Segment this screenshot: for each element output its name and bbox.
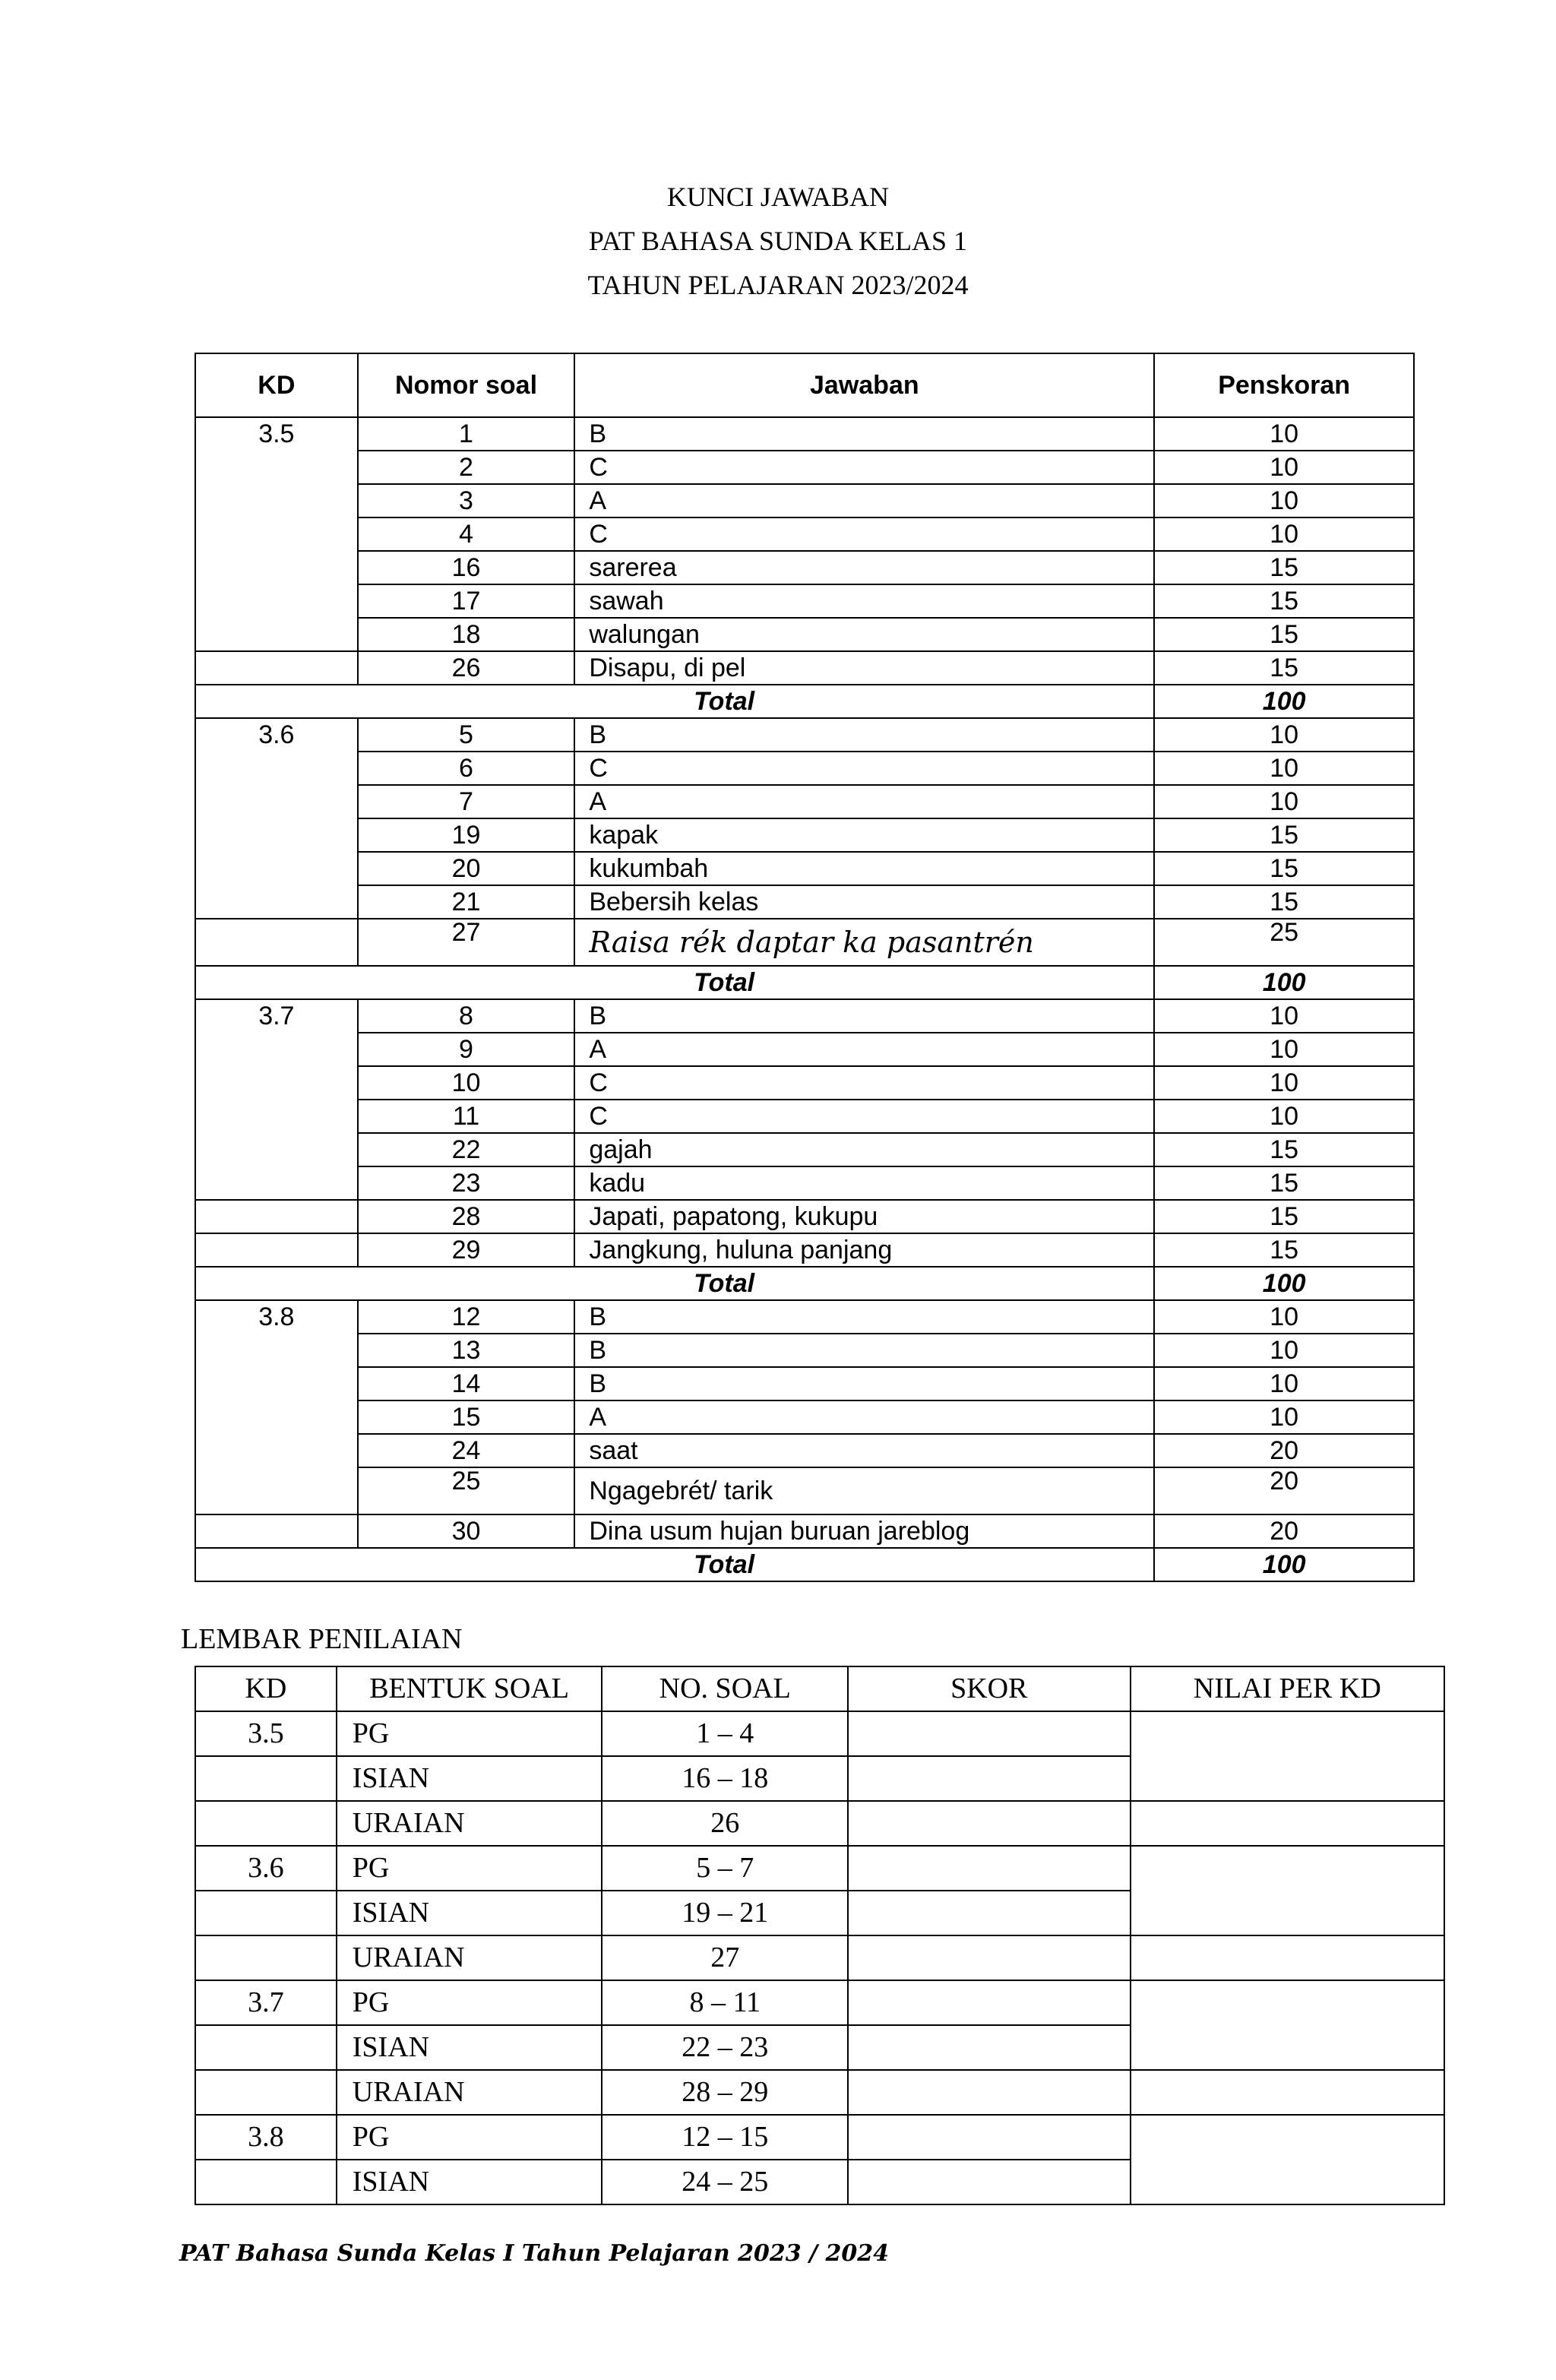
- kd-cell: [195, 1935, 337, 1980]
- question-range: 28 – 29: [602, 2070, 848, 2115]
- score-field[interactable]: [848, 1756, 1131, 1801]
- column-header-no-soal: NO. SOAL: [602, 1666, 848, 1711]
- total-value: 100: [1154, 1267, 1414, 1300]
- score: 10: [1154, 1100, 1414, 1133]
- question-range: 22 – 23: [602, 2025, 848, 2070]
- question-number: 22: [358, 1133, 575, 1166]
- score: 15: [1154, 852, 1414, 885]
- score-field[interactable]: [848, 2160, 1131, 2204]
- question-number: 23: [358, 1166, 575, 1200]
- answer: B: [574, 417, 1154, 451]
- answer: C: [574, 517, 1154, 551]
- answer: Japati, papatong, kukupu: [574, 1200, 1154, 1233]
- empty-kd-cell: [195, 1200, 358, 1233]
- question-number: 20: [358, 852, 575, 885]
- answer: kapak: [574, 818, 1154, 852]
- question-number: 8: [358, 999, 575, 1033]
- table-row: [195, 651, 1414, 685]
- score: 10: [1154, 1033, 1414, 1066]
- answer: kukumbah: [574, 852, 1154, 885]
- score: 15: [1154, 885, 1414, 919]
- assessment-table: [194, 1666, 1445, 2205]
- score: 20: [1154, 1467, 1414, 1514]
- table-row: [195, 885, 1414, 919]
- score: 10: [1154, 1334, 1414, 1367]
- table-row: [195, 551, 1414, 584]
- answer: C: [574, 1066, 1154, 1100]
- question-range: 12 – 15: [602, 2115, 848, 2160]
- score: 10: [1154, 417, 1414, 451]
- score-field[interactable]: [848, 1801, 1131, 1846]
- question-number: 15: [358, 1400, 575, 1434]
- kd-cell: [195, 1756, 337, 1801]
- question-number: 2: [358, 451, 575, 484]
- table-row: [195, 1033, 1414, 1066]
- answer-key-header-row: [195, 353, 1414, 417]
- table-row: [195, 852, 1414, 885]
- kd-cell: 3.6: [195, 718, 358, 919]
- answer: B: [574, 718, 1154, 752]
- column-header-jawaban: Jawaban: [574, 353, 1154, 417]
- kd-grade-field[interactable]: [1131, 2115, 1444, 2204]
- table-row: [195, 584, 1414, 618]
- answer: walungan: [574, 618, 1154, 651]
- kd-cell: [195, 2070, 337, 2115]
- score: 15: [1154, 1133, 1414, 1166]
- question-number: 3: [358, 484, 575, 517]
- answer: Disapu, di pel: [574, 651, 1154, 685]
- title-line-3: TAHUN PELAJARAN 2023/2024: [587, 270, 969, 300]
- question-number: 24: [358, 1434, 575, 1467]
- question-number: 17: [358, 584, 575, 618]
- total-value: 100: [1154, 1548, 1414, 1581]
- empty-kd-cell: [195, 651, 358, 685]
- score-field[interactable]: [848, 1980, 1131, 2025]
- answer: A: [574, 785, 1154, 818]
- question-form: ISIAN: [337, 1756, 602, 1801]
- question-form: PG: [337, 2115, 602, 2160]
- question-number: 21: [358, 885, 575, 919]
- table-row: [195, 919, 1414, 966]
- title-line-1: KUNCI JAWABAN: [666, 182, 890, 212]
- table-row: [195, 1200, 1414, 1233]
- title-line-2: PAT BAHASA SUNDA KELAS 1: [588, 226, 968, 256]
- question-range: 5 – 7: [602, 1846, 848, 1891]
- table-row: [195, 1935, 1444, 1980]
- score-field[interactable]: [848, 1891, 1131, 1935]
- score: 15: [1154, 651, 1414, 685]
- table-row: [195, 1233, 1414, 1267]
- total-value: 100: [1154, 685, 1414, 718]
- answer: Raisa rék daptar ka pasantrén: [574, 919, 1154, 966]
- empty-kd-cell: [195, 919, 358, 966]
- question-form: URAIAN: [337, 1801, 602, 1846]
- question-number: 18: [358, 618, 575, 651]
- answer: sarerea: [574, 551, 1154, 584]
- answer: Dina usum hujan buruan jareblog: [574, 1514, 1154, 1548]
- answer: C: [574, 752, 1154, 785]
- question-range: 16 – 18: [602, 1756, 848, 1801]
- answer: A: [574, 1033, 1154, 1066]
- score: 15: [1154, 1166, 1414, 1200]
- table-row: [195, 1846, 1444, 1891]
- answer-key-table: [194, 353, 1415, 1582]
- kd-cell: 3.5: [195, 417, 358, 651]
- table-row: [195, 718, 1414, 752]
- table-row: [195, 1367, 1414, 1400]
- table-row: [195, 1133, 1414, 1166]
- question-form: ISIAN: [337, 1891, 602, 1935]
- total-label: Total: [195, 1267, 1154, 1300]
- table-row: [195, 1100, 1414, 1133]
- score: 10: [1154, 1066, 1414, 1100]
- table-row: [195, 2115, 1444, 2160]
- score-field[interactable]: [848, 1935, 1131, 1980]
- kd-grade-field[interactable]: [1131, 2070, 1444, 2115]
- question-number: 30: [358, 1514, 575, 1548]
- score: 20: [1154, 1514, 1414, 1548]
- answer: B: [574, 1367, 1154, 1400]
- question-form: ISIAN: [337, 2025, 602, 2070]
- total-label: Total: [195, 685, 1154, 718]
- score: 10: [1154, 999, 1414, 1033]
- question-number: 12: [358, 1300, 575, 1334]
- kd-cell: 3.6: [195, 1846, 337, 1891]
- question-range: 27: [602, 1935, 848, 1980]
- question-number: 5: [358, 718, 575, 752]
- score: 15: [1154, 818, 1414, 852]
- score-field[interactable]: [848, 1711, 1131, 1756]
- total-label: Total: [195, 966, 1154, 999]
- question-form: PG: [337, 1846, 602, 1891]
- answer: A: [574, 1400, 1154, 1434]
- kd-grade-field[interactable]: [1131, 1980, 1444, 2070]
- assessment-header-row: [195, 1666, 1444, 1711]
- answer: sawah: [574, 584, 1154, 618]
- score: 10: [1154, 1300, 1414, 1334]
- table-row: [195, 618, 1414, 651]
- score: 10: [1154, 451, 1414, 484]
- question-number: 16: [358, 551, 575, 584]
- answer: Ngagebrét/ tarik: [574, 1467, 1154, 1514]
- answer: B: [574, 1334, 1154, 1367]
- score: 20: [1154, 1434, 1414, 1467]
- score: 10: [1154, 785, 1414, 818]
- score: 15: [1154, 584, 1414, 618]
- answer: B: [574, 1300, 1154, 1334]
- score: 10: [1154, 484, 1414, 517]
- score: 15: [1154, 551, 1414, 584]
- column-header-skor: SKOR: [848, 1666, 1131, 1711]
- assessment-title: LEMBAR PENILAIAN: [181, 1623, 463, 1655]
- table-row: [195, 1980, 1444, 2025]
- question-number: 27: [358, 919, 575, 966]
- question-number: 13: [358, 1334, 575, 1367]
- kd-cell: [195, 2025, 337, 2070]
- score: 25: [1154, 919, 1414, 966]
- kd-cell: [195, 1891, 337, 1935]
- answer: saat: [574, 1434, 1154, 1467]
- column-header-kd: KD: [195, 353, 358, 417]
- question-form: ISIAN: [337, 2160, 602, 2204]
- total-row: [195, 1267, 1414, 1300]
- table-row: [195, 1514, 1414, 1548]
- score: 15: [1154, 618, 1414, 651]
- score: 10: [1154, 517, 1414, 551]
- table-row: [195, 2070, 1444, 2115]
- total-row: [195, 966, 1414, 999]
- question-range: 24 – 25: [602, 2160, 848, 2204]
- table-row: [195, 1334, 1414, 1367]
- table-row: [195, 1400, 1414, 1434]
- question-number: 10: [358, 1066, 575, 1100]
- total-value: 100: [1154, 966, 1414, 999]
- answer: B: [574, 999, 1154, 1033]
- question-form: PG: [337, 1711, 602, 1756]
- kd-cell: 3.7: [195, 999, 358, 1200]
- question-range: 8 – 11: [602, 1980, 848, 2025]
- column-header-kd: KD: [195, 1666, 337, 1711]
- table-row: [195, 1166, 1414, 1200]
- table-row: [195, 517, 1414, 551]
- question-number: 28: [358, 1200, 575, 1233]
- answer: A: [574, 484, 1154, 517]
- column-header-nilai-per-kd: NILAI PER KD: [1131, 1666, 1444, 1711]
- kd-cell: [195, 1801, 337, 1846]
- table-row: [195, 999, 1414, 1033]
- table-row: [195, 1467, 1414, 1514]
- kd-grade-field[interactable]: [1131, 1711, 1444, 1801]
- question-number: 1: [358, 417, 575, 451]
- table-row: [195, 484, 1414, 517]
- score-field[interactable]: [848, 2025, 1131, 2070]
- table-row: [195, 1434, 1414, 1467]
- question-form: URAIAN: [337, 1935, 602, 1980]
- kd-cell: 3.7: [195, 1980, 337, 2025]
- table-row: [195, 1066, 1414, 1100]
- question-range: 26: [602, 1801, 848, 1846]
- column-header-nomor-soal: Nomor soal: [358, 353, 575, 417]
- kd-cell: [195, 2160, 337, 2204]
- score: 10: [1154, 718, 1414, 752]
- table-row: [195, 818, 1414, 852]
- kd-grade-field[interactable]: [1131, 1846, 1444, 1935]
- score: 10: [1154, 1400, 1414, 1434]
- answer: kadu: [574, 1166, 1154, 1200]
- table-row: [195, 1300, 1414, 1334]
- score: 10: [1154, 1367, 1414, 1400]
- column-header-bentuk-soal: BENTUK SOAL: [337, 1666, 602, 1711]
- question-number: 14: [358, 1367, 575, 1400]
- answer: Bebersih kelas: [574, 885, 1154, 919]
- table-row: [195, 417, 1414, 451]
- answer: gajah: [574, 1133, 1154, 1166]
- total-row: [195, 685, 1414, 718]
- question-number: 6: [358, 752, 575, 785]
- table-row: [195, 1801, 1444, 1846]
- kd-grade-field[interactable]: [1131, 1801, 1444, 1846]
- table-row: [195, 752, 1414, 785]
- total-label: Total: [195, 1548, 1154, 1581]
- question-range: 19 – 21: [602, 1891, 848, 1935]
- score-field[interactable]: [848, 2070, 1131, 2115]
- total-row: [195, 1548, 1414, 1581]
- score: 15: [1154, 1233, 1414, 1267]
- table-row: [195, 785, 1414, 818]
- score: 15: [1154, 1200, 1414, 1233]
- question-number: 7: [358, 785, 575, 818]
- answer: Jangkung, huluna panjang: [574, 1233, 1154, 1267]
- table-row: [195, 1711, 1444, 1756]
- kd-cell: 3.8: [195, 2115, 337, 2160]
- kd-cell: 3.5: [195, 1711, 337, 1756]
- question-number: 26: [358, 651, 575, 685]
- question-number: 19: [358, 818, 575, 852]
- question-number: 29: [358, 1233, 575, 1267]
- document-title: [0, 175, 1556, 307]
- question-form: URAIAN: [337, 2070, 602, 2115]
- empty-kd-cell: [195, 1514, 358, 1548]
- column-header-penskoran: Penskoran: [1154, 353, 1414, 417]
- score-field[interactable]: [848, 1846, 1131, 1891]
- question-range: 1 – 4: [602, 1711, 848, 1756]
- answer: C: [574, 451, 1154, 484]
- page-footer: PAT Bahasa Sunda Kelas I Tahun Pelajaran 2023 / 2024: [179, 2240, 889, 2267]
- table-row: [195, 451, 1414, 484]
- question-number: 9: [358, 1033, 575, 1066]
- question-number: 25: [358, 1467, 575, 1514]
- answer: C: [574, 1100, 1154, 1133]
- question-number: 4: [358, 517, 575, 551]
- kd-grade-field[interactable]: [1131, 1935, 1444, 1980]
- kd-cell: 3.8: [195, 1300, 358, 1514]
- question-number: 11: [358, 1100, 575, 1133]
- score: 10: [1154, 752, 1414, 785]
- question-form: PG: [337, 1980, 602, 2025]
- score-field[interactable]: [848, 2115, 1131, 2160]
- empty-kd-cell: [195, 1233, 358, 1267]
